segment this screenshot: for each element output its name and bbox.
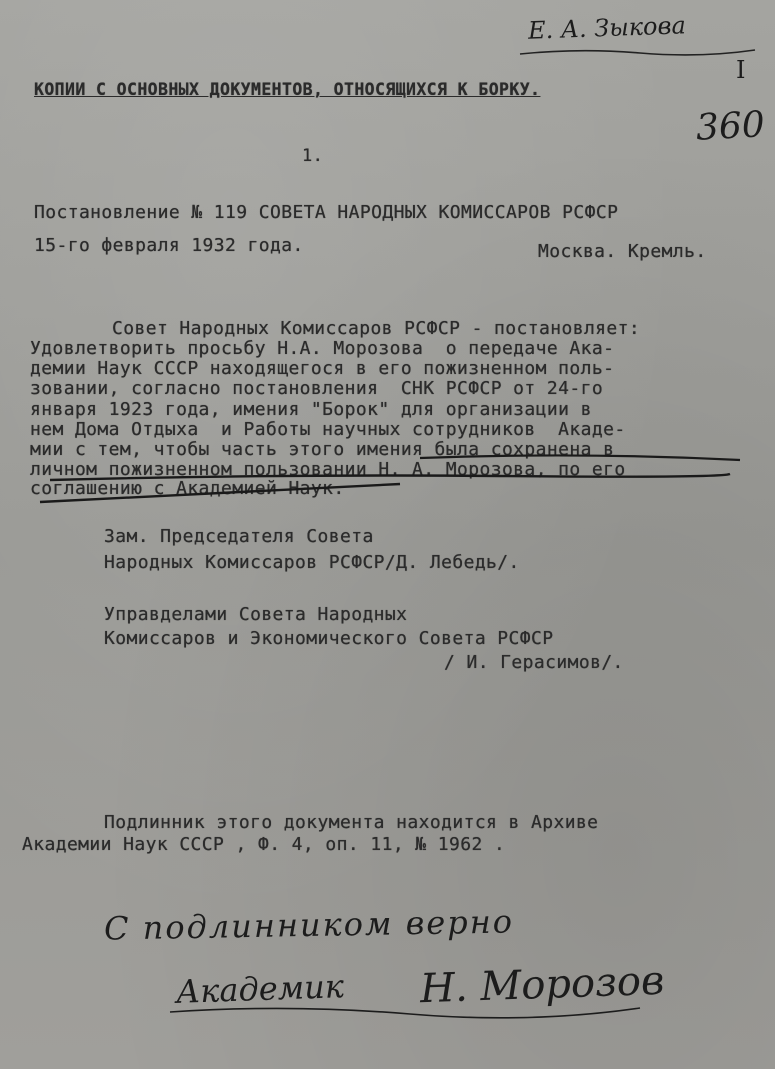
decree-date: 15-го февраля 1932 года. — [34, 235, 304, 256]
handwritten-certification: С подлинником верно — [103, 902, 515, 948]
handwritten-name-underline — [520, 46, 760, 60]
signature-name: / И. Герасимов/. — [444, 652, 624, 673]
decree-place: Москва. Кремль. — [538, 241, 707, 262]
body-line: Удовлетворить просьбу Н.А. Морозова о передаче Ака- — [30, 338, 615, 359]
roman-mark: I — [736, 56, 746, 84]
body-line: зовании, согласно постановления СНК РСФСР от 24-го — [30, 378, 604, 399]
signature-title: Зам. Председателя Совета — [104, 526, 374, 547]
signature-flourish — [170, 1000, 650, 1030]
signature-title: Комиссаров и Экономического Совета РСФСР — [104, 628, 554, 649]
archive-note: Академии Наук СССР , Ф. 4, оп. 11, № 1962 . — [22, 834, 506, 855]
body-line: Совет Народных Комиссаров РСФСР - постановляет: — [112, 318, 641, 339]
body-line: демии Наук СССР находящегося в его пожизненном поль- — [30, 358, 615, 379]
section-number: 1. — [302, 146, 324, 166]
page-title: КОПИИ С ОСНОВНЫХ ДОКУМЕНТОВ, ОТНОСЯЩИХСЯ К БОРКУ. — [34, 80, 541, 99]
hand-underline — [20, 450, 740, 510]
signature-title: Народных Комиссаров РСФСР/Д. Лебедь/. — [104, 552, 520, 573]
body-line: января 1923 года, имения "Борок" для организации в — [30, 399, 592, 420]
body-line: соглашению с Академией Наук. — [30, 478, 345, 499]
archive-note: Подлинник этого документа находится в Архиве — [104, 812, 599, 833]
body-line: нем Дома Отдыха и Работы научных сотрудников Акаде- — [30, 419, 626, 440]
body-line: личном пожизненном пользовании Н. А. Морозова, по его — [30, 459, 626, 480]
signature-title: Управделами Совета Народных — [104, 604, 408, 625]
archive-page-number: 360 — [694, 104, 766, 149]
handwritten-name: Е. А. Зыкова — [527, 11, 687, 45]
handwritten-signature-label: Академик — [175, 967, 345, 1011]
body-line: мии с тем, чтобы часть этого имения была сохранена в — [30, 439, 615, 460]
decree-heading: Постановление № 119 СОВЕТА НАРОДНЫХ КОМИССАРОВ РСФСР — [34, 202, 619, 223]
handwritten-signature-name: Н. Морозов — [419, 957, 665, 1013]
